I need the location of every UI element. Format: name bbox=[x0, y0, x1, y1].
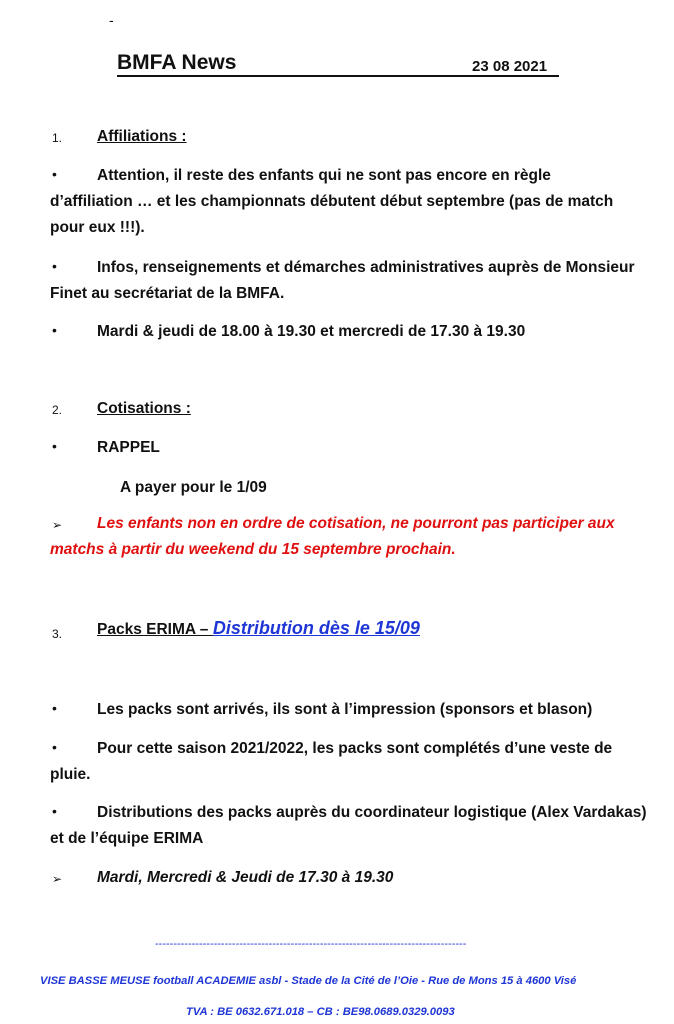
bullet-icon: • bbox=[52, 438, 57, 454]
admin-info-line2: Finet au secrétariat de la BMFA. bbox=[50, 285, 285, 302]
bullet-icon: • bbox=[52, 739, 57, 755]
office-hours: Mardi & jeudi de 18.00 à 19.30 et mercredi de 17.30 à 19.30 bbox=[97, 323, 526, 340]
affiliation-notice-line2: d’affiliation … et les championnats débutent début septembre (pas de match bbox=[50, 193, 614, 210]
section-heading-cotisations: Cotisations : bbox=[97, 400, 191, 417]
arrow-bullet-icon: ➢ bbox=[52, 518, 63, 532]
section-number-1: 1. bbox=[52, 131, 63, 145]
payment-deadline: A payer pour le 1/09 bbox=[120, 479, 267, 496]
distribution-schedule: Mardi, Mercredi & Jeudi de 17.30 à 19.30 bbox=[97, 869, 394, 886]
title-underline bbox=[117, 75, 559, 77]
distribution-date-link[interactable]: Distribution dès le 15/09 bbox=[212, 618, 420, 638]
affiliation-notice-line1: Attention, il reste des enfants qui ne sont pas encore en règle bbox=[97, 167, 551, 184]
header-tick: - bbox=[109, 12, 114, 28]
bullet-icon: • bbox=[52, 803, 57, 819]
distribution-info-line2: et de l’équipe ERIMA bbox=[50, 830, 204, 847]
section-number-2: 2. bbox=[52, 403, 63, 417]
distribution-info-line1: Distributions des packs auprès du coordinateur logistique (Alex Vardakas) bbox=[97, 804, 647, 821]
cotisation-warning-line1: Les enfants non en ordre de cotisation, ne pourront pas participer aux bbox=[97, 515, 615, 532]
bullet-icon: • bbox=[52, 322, 57, 338]
document-title: BMFA News bbox=[117, 51, 237, 74]
season-packs-line1: Pour cette saison 2021/2022, les packs sont complétés d’une veste de bbox=[97, 740, 613, 757]
affiliation-notice-line3: pour eux !!!). bbox=[50, 219, 145, 236]
footer-bank-details: TVA : BE 0632.671.018 – CB : BE98.0689.0329.0093 bbox=[186, 1006, 455, 1018]
admin-info-line1: Infos, renseignements et démarches administratives auprès de Monsieur bbox=[97, 259, 635, 276]
cotisation-warning-line2: matchs à partir du weekend du 15 septembre prochain. bbox=[50, 541, 456, 558]
packs-heading-prefix: Packs ERIMA – bbox=[97, 621, 209, 638]
document-date: 23 08 2021 bbox=[472, 58, 548, 75]
bullet-icon: • bbox=[52, 700, 57, 716]
arrow-bullet-icon: ➢ bbox=[52, 872, 63, 886]
reminder-label: RAPPEL bbox=[97, 439, 160, 456]
packs-arrived: Les packs sont arrivés, ils sont à l’impression (sponsors et blason) bbox=[97, 701, 593, 718]
section-heading-affiliations: Affiliations : bbox=[97, 128, 187, 145]
footer-address: VISE BASSE MEUSE football ACADEMIE asbl - Stade de la Cité de l’Oie - Rue de Mons 15 à 4600 Visé bbox=[40, 975, 577, 987]
section-number-3: 3. bbox=[52, 627, 63, 641]
bullet-icon: • bbox=[52, 166, 57, 182]
bullet-icon: • bbox=[52, 258, 57, 274]
section-heading-packs bbox=[97, 617, 420, 643]
footer-separator: ------------------------------------------------------------------------------------- bbox=[155, 938, 467, 950]
season-packs-line2: pluie. bbox=[50, 766, 91, 783]
